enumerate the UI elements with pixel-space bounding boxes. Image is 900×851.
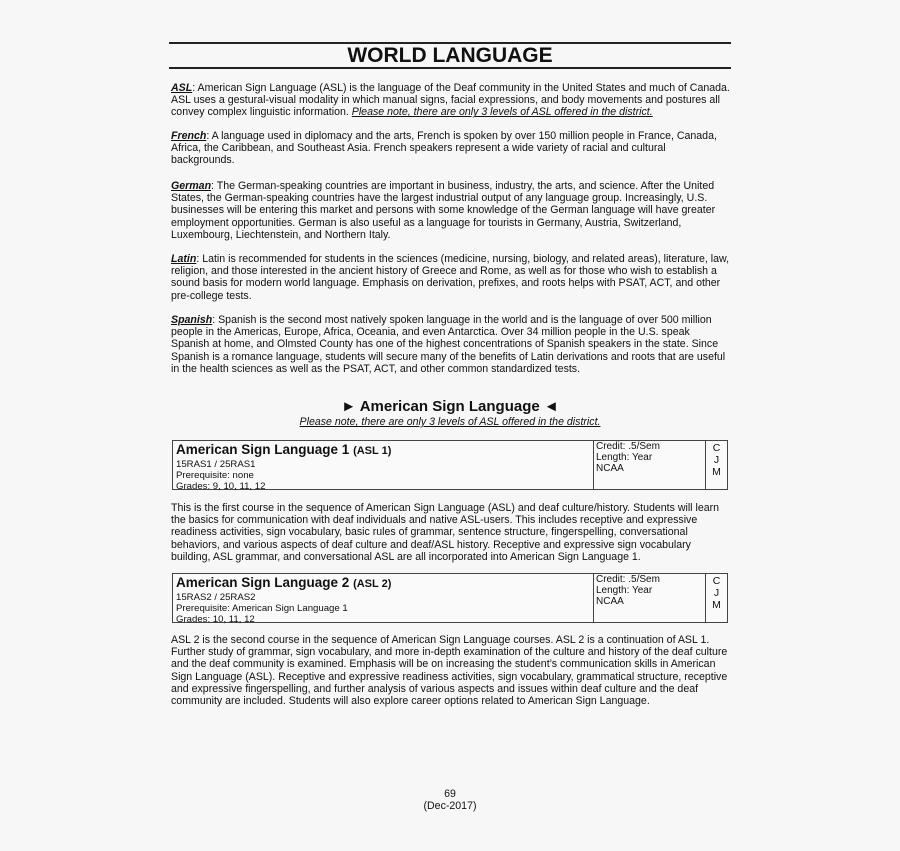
course-codes: 15RAS1 / 25RAS1 xyxy=(176,459,256,470)
course-main-cell xyxy=(173,441,594,492)
course-schools-cell xyxy=(706,441,727,489)
page-title: WORLD LANGUAGE xyxy=(347,44,553,67)
course-title-text: American Sign Language 2 xyxy=(176,575,350,590)
school-code: J xyxy=(713,454,720,466)
course-title xyxy=(176,575,590,592)
course-prerequisite: Prerequisite: American Sign Language 1 xyxy=(176,603,348,614)
language-description: The German-speaking countries are important in business, industry, the arts, and science. After the United States, the German-speaking countries have the largest industrial output of any language group. Increasingly, U.S. businesses will be entering this market and persons with some knowledge of the German language will have greater employment opportunities. German is also useful as a language for tourists in Germany, Austria, Switzerland, Luxembourg, Liechtenstein, and Northern Italy. xyxy=(171,180,716,241)
label-separator: : xyxy=(212,314,219,326)
course-codes: 15RAS2 / 25RAS2 xyxy=(176,592,256,603)
section-heading: ► American Sign Language ◄ xyxy=(341,398,559,415)
course-grades: Grades: 9, 10, 11, 12 xyxy=(176,481,266,492)
course-length: Length: Year xyxy=(596,452,653,463)
school-code: M xyxy=(712,466,721,478)
course-title-text: American Sign Language 1 xyxy=(176,442,350,457)
revision-date: (Dec-2017) xyxy=(423,800,477,812)
course-box-asl1 xyxy=(172,440,728,490)
course-prerequisite: Prerequisite: none xyxy=(176,470,254,481)
course-description-asl2: ASL 2 is the second course in the sequence of American Sign Language courses. ASL 2 is a continuation of ASL 1. Further study of grammar, sign vocabulary, and more in-depth examination of the culture and history of the deaf culture and the deaf community is examined. Emphasis will be on increasing the student’s communication skills in American Sign Language (ASL). Receptive and expressive readiness activities, sign vocabulary, grammatical structure, receptive and expressive fingerspelling, and further analysis of various aspects and issues within deaf culture and the deaf community are included. Students will also explore career options related to American Sign Language. xyxy=(171,634,728,708)
course-info-cell xyxy=(594,441,706,489)
language-spanish xyxy=(171,314,731,375)
language-label: German xyxy=(171,180,212,192)
course-length: Length: Year xyxy=(596,585,653,596)
language-description: Spanish is the second most natively spoken language in the world and is the language of over 500 million people in the Americas, Europe, Africa, Oceania, and even Antarctica. Over 34 million people in the U.S. speak Spanish at home, and Olmsted County has one of the highest concentrations of Spanish speakers in the state. Since Spanish is a romance language, students will secure many of the benefits of Latin derivations and roots that are useful in the health sciences as well as the PSAT, ACT, and other common standardized tests. xyxy=(171,314,726,375)
language-french xyxy=(171,130,731,167)
label-separator: : xyxy=(206,130,212,142)
language-description: American Sign Language (ASL) is the language of the Deaf community in the United States and much of Canada. ASL uses a gestural-visual modality in which manual signs, facial expressions, and body movements and postures all convey complex linguistic information. xyxy=(171,82,730,119)
course-schools-cell xyxy=(706,574,727,622)
language-latin xyxy=(171,253,731,302)
language-label: ASL xyxy=(171,82,193,94)
language-label: French xyxy=(171,130,207,142)
course-main-cell xyxy=(173,574,594,625)
course-info-cell xyxy=(594,574,706,622)
label-separator: : xyxy=(211,180,217,192)
page-number: 69 xyxy=(444,788,456,800)
course-box-asl2 xyxy=(172,573,728,623)
language-label: Spanish xyxy=(171,314,213,326)
course-credit: Credit: .5/Sem xyxy=(596,574,660,585)
section-note: Please note, there are only 3 levels of ASL offered in the district. xyxy=(299,416,601,428)
asl-levels-note: Please note, there are only 3 levels of ASL offered in the district. xyxy=(351,106,653,119)
language-label: Latin xyxy=(171,253,197,265)
language-german xyxy=(171,180,731,241)
school-code: C xyxy=(712,442,721,454)
title-bottom-rule xyxy=(169,67,731,69)
language-asl xyxy=(171,82,731,119)
course-description-asl1: This is the first course in the sequence of American Sign Language (ASL) and deaf culture/history. Students will learn the basics for communication with deaf individuals and native ASL-users. This includes receptive and expressive readiness activities, sign vocabulary, basic rules of grammar, sentence structure, fingerspelling, conversational behaviors, and various aspects of deaf culture and deaf/ASL history. Receptive and expressive sign vocabulary building, ASL grammar, and conversational ASL are all incorporated into American Sign Language 1. xyxy=(171,502,720,563)
label-separator: : xyxy=(192,82,198,94)
language-description: A language used in diplomacy and the arts, French is spoken by over 150 million people in France, Canada, Africa, the Caribbean, and Southeast Asia. French speakers represent a wide variety of racial and cultural backgrounds. xyxy=(171,130,717,167)
school-code: J xyxy=(713,587,720,599)
label-separator: : xyxy=(196,253,203,265)
course-credit: Credit: .5/Sem xyxy=(596,441,660,452)
page-footer xyxy=(169,788,731,812)
course-ncaa: NCAA xyxy=(596,463,624,474)
school-code: C xyxy=(712,575,721,587)
course-title xyxy=(176,442,590,459)
course-abbr: (ASL 2) xyxy=(353,578,392,590)
course-abbr: (ASL 1) xyxy=(353,445,392,457)
course-ncaa: NCAA xyxy=(596,596,624,607)
course-grades: Grades: 10, 11, 12 xyxy=(176,614,255,625)
language-description: Latin is recommended for students in the sciences (medicine, nursing, biology, and related areas), literature, law, religion, and those interested in the ancient history of Greece and Rome, as well as for those who wish to establish a sound basis for modern world language. Emphasis on derivation, prefixes, and roots helps with PSAT, ACT, and other pre-college tests. xyxy=(171,253,730,302)
school-code: M xyxy=(712,599,721,611)
